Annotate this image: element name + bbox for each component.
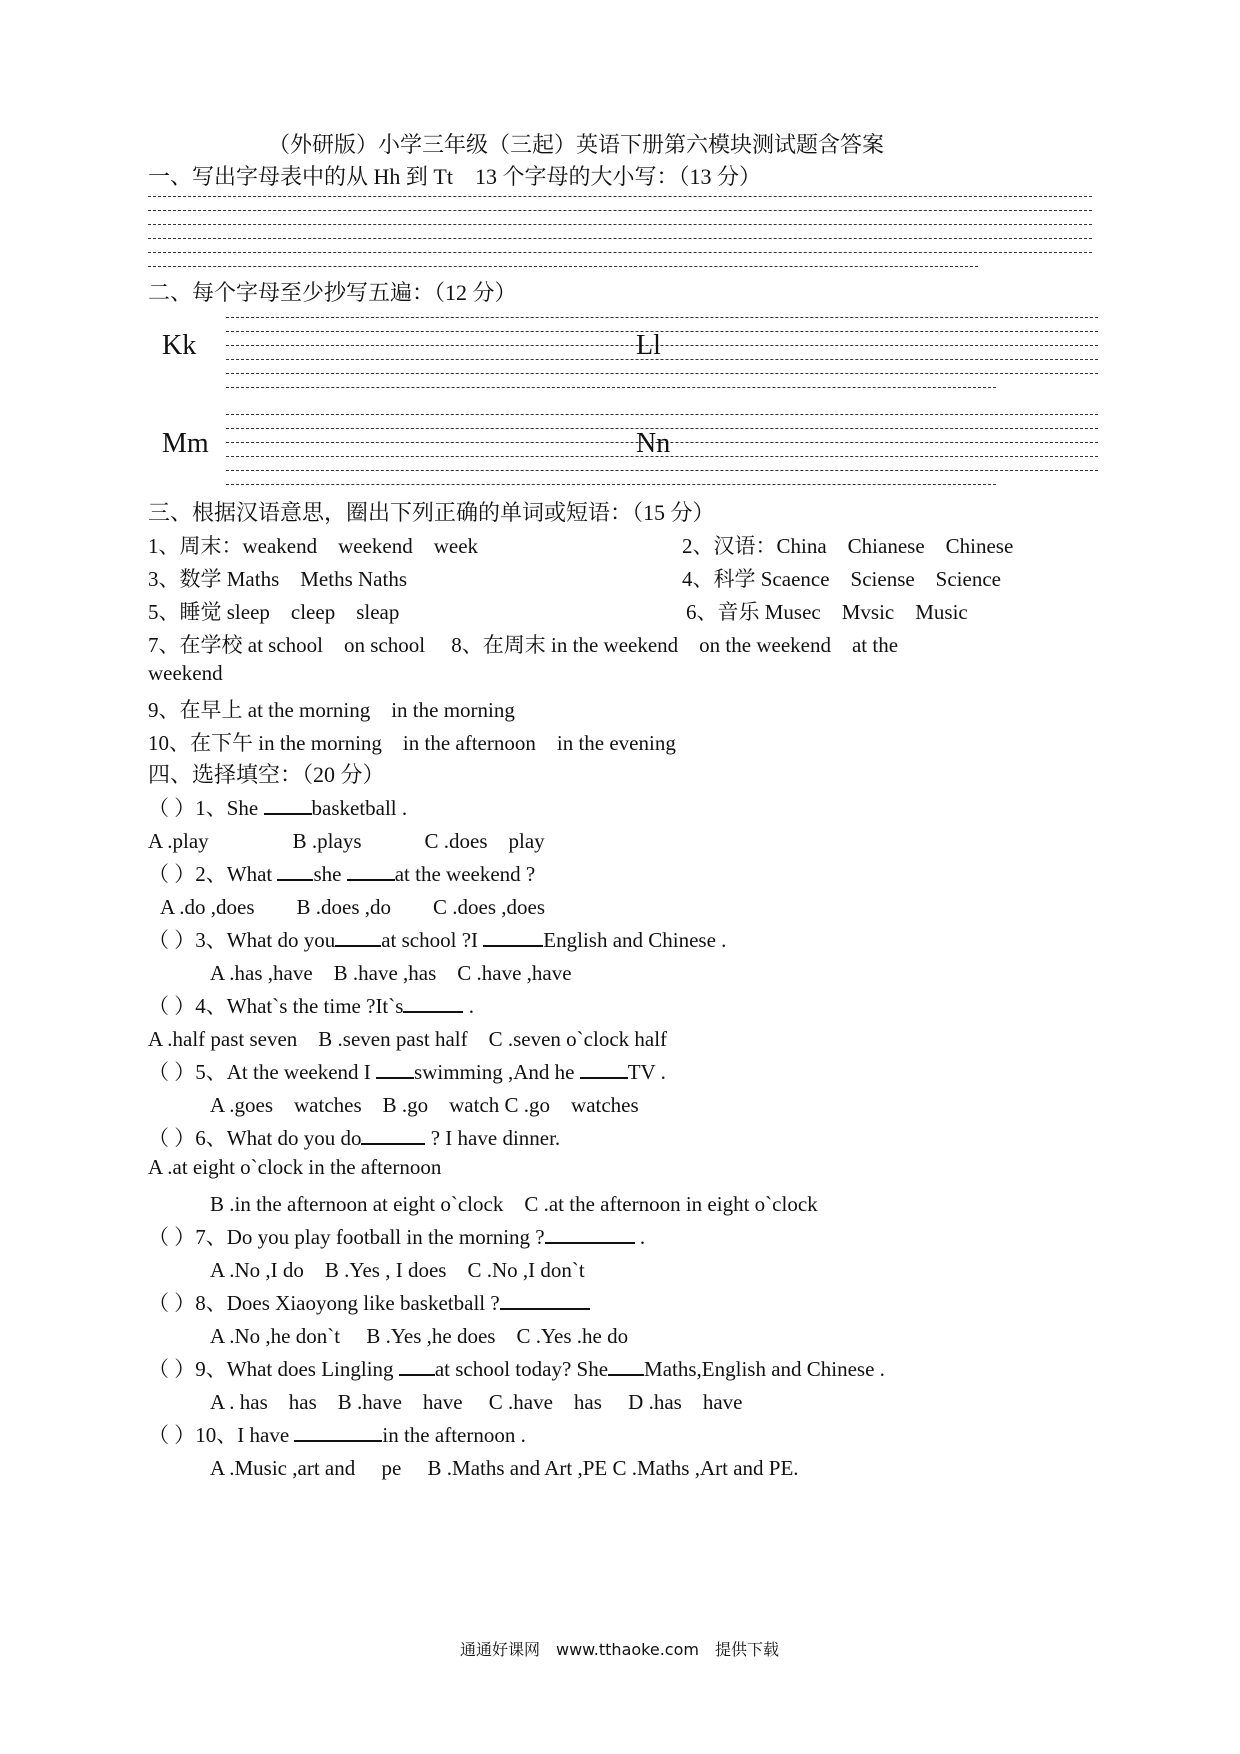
s3-question-8-cont: weekend xyxy=(148,661,223,685)
dashed-line xyxy=(148,266,978,267)
s4-q6-text-end: ? I have dinner. xyxy=(425,1126,561,1150)
s4-q2-text-end: at the weekend ? xyxy=(394,862,536,886)
dashed-line xyxy=(148,196,1092,197)
answer-blank[interactable] xyxy=(580,1059,628,1079)
answer-blank[interactable] xyxy=(500,1290,590,1310)
answer-blank[interactable] xyxy=(403,993,463,1013)
s4-question-7 xyxy=(148,1221,645,1251)
s3-question-1: 1、周末：weakend weekend week xyxy=(148,534,479,558)
s4-q7-text: （ ）7、Do you play football in the morning ? xyxy=(148,1225,545,1249)
s4-q8-text: （ ）8、Does Xiaoyong like basketball ? xyxy=(148,1291,500,1315)
s4-q7-text-end: . xyxy=(634,1225,646,1249)
s4-q3-text-end: English and Chinese . xyxy=(543,928,727,952)
s4-q10-text-end: in the afternoon . xyxy=(382,1423,526,1447)
answer-blank[interactable] xyxy=(335,927,381,947)
section2-heading: 二、每个字母至少抄写五遍：（12 分） xyxy=(148,280,517,305)
answer-blank[interactable] xyxy=(347,861,395,881)
s4-q3-text-mid: at school ?I xyxy=(381,928,484,952)
section3-heading: 三、根据汉语意思，圈出下列正确的单词或短语：（15 分） xyxy=(148,500,715,525)
s4-q1-text-end: basketball . xyxy=(311,796,408,820)
answer-blank[interactable] xyxy=(376,1059,414,1079)
answer-blank[interactable] xyxy=(264,795,312,815)
s4-q6-options-bc: B .in the afternoon at eight o`clock C .at the afternoon in eight o`clock xyxy=(210,1192,818,1216)
s4-q5-text-end: TV . xyxy=(627,1060,666,1084)
s4-q3-options: A .has ,have B .have ,has C .have ,have xyxy=(210,961,572,985)
s4-question-10 xyxy=(148,1419,526,1449)
answer-blank[interactable] xyxy=(361,1125,425,1145)
s3-question-7-8: 7、在学校 at school on school 8、在周末 in the weekend on the weekend at the xyxy=(148,633,899,657)
s4-q2-options: A .do ,does B .does ,do C .does ,does xyxy=(160,895,545,919)
dashed-line xyxy=(226,359,1098,360)
s4-q9-text: （ ）9、What does Lingling xyxy=(148,1357,399,1381)
dashed-line xyxy=(148,224,1092,225)
s3-question-5: 5、睡觉 sleep cleep sleap xyxy=(148,600,400,624)
s4-q10-text: （ ）10、I have xyxy=(148,1423,295,1447)
dashed-line xyxy=(226,373,1098,374)
s4-q2-text-mid: she xyxy=(313,862,347,886)
s3-question-3: 3、数学 Maths Meths Naths xyxy=(148,567,407,591)
section1-heading: 一、写出字母表中的从 Hh 到 Tt 13 个字母的大小写：（13 分） xyxy=(148,164,761,189)
dashed-line xyxy=(148,238,1092,239)
letter-Ll: Ll xyxy=(636,330,661,361)
s4-q3-text: （ ）3、What do you xyxy=(148,928,336,952)
s4-question-8 xyxy=(148,1287,590,1317)
answer-blank[interactable] xyxy=(294,1422,382,1442)
s3-question-2: 2、汉语：China Chianese Chinese xyxy=(682,534,1014,558)
s4-q1-text: （ ）1、She xyxy=(148,796,264,820)
s4-question-3 xyxy=(148,924,726,954)
s4-question-1 xyxy=(148,792,407,822)
s4-q10-options: A .Music ,art and pe B .Maths and Art ,PE C .Maths ,Art and PE. xyxy=(210,1456,799,1480)
s4-question-9 xyxy=(148,1353,885,1383)
dashed-line xyxy=(226,484,996,485)
dashed-line xyxy=(226,331,1098,332)
s4-q5-text-mid: swimming ,And he xyxy=(414,1060,580,1084)
dashed-line xyxy=(226,387,996,388)
s4-q8-options: A .No ,he don`t B .Yes ,he does C .Yes .he do xyxy=(210,1324,629,1348)
s4-q9-text-end: Maths,English and Chinese . xyxy=(644,1357,885,1381)
dashed-line xyxy=(148,252,1092,253)
s3-question-9: 9、在早上 at the morning in the morning xyxy=(148,698,515,722)
dashed-line xyxy=(226,345,1098,346)
s4-q4-text-end: . xyxy=(463,994,474,1018)
section4-heading: 四、选择填空：（20 分） xyxy=(148,762,385,787)
s4-q5-options: A .goes watches B .go watch C .go watches xyxy=(210,1093,639,1117)
s4-question-5 xyxy=(148,1056,666,1086)
s4-q1-options: A .play B .plays C .does play xyxy=(148,829,545,853)
letter-Nn: Nn xyxy=(636,428,671,459)
answer-blank[interactable] xyxy=(483,927,543,947)
dashed-line xyxy=(148,210,1092,211)
dashed-line xyxy=(226,317,1098,318)
s4-question-6 xyxy=(148,1122,560,1152)
dashed-line xyxy=(226,470,1098,471)
s4-question-2 xyxy=(148,858,535,888)
s4-q4-options: A .half past seven B .seven past half C .seven o`clock half xyxy=(148,1027,668,1051)
document-title: （外研版）小学三年级（三起）英语下册第六模块测试题含答案 xyxy=(268,132,885,157)
s3-question-4: 4、科学 Scaence Sciense Science xyxy=(682,567,1001,591)
answer-blank[interactable] xyxy=(399,1356,435,1376)
page-footer: 通通好课网 www.tthaoke.com 提供下载 xyxy=(460,1640,779,1659)
s4-q5-text: （ ）5、At the weekend I xyxy=(148,1060,377,1084)
s4-q2-text: （ ）2、What xyxy=(148,862,278,886)
s4-question-4 xyxy=(148,990,474,1020)
s4-q4-text: （ ）4、What`s the time ?It`s xyxy=(148,994,404,1018)
s4-q7-options: A .No ,I do B .Yes , I does C .No ,I don`t xyxy=(210,1258,585,1282)
letter-Kk: Kk xyxy=(162,330,197,361)
s4-q9-text-mid: at school today? She xyxy=(434,1357,609,1381)
s3-question-6: 6、音乐 Musec Mvsic Music xyxy=(686,600,968,624)
letter-Mm: Mm xyxy=(162,428,209,459)
answer-blank[interactable] xyxy=(277,861,313,881)
s4-q9-options: A . has has B .have have C .have has D .has have xyxy=(210,1390,743,1414)
s3-question-10: 10、在下午 in the morning in the afternoon in the evening xyxy=(148,731,676,755)
dashed-line xyxy=(226,414,1098,415)
answer-blank[interactable] xyxy=(608,1356,644,1376)
s4-q6-text: （ ）6、What do you do xyxy=(148,1126,362,1150)
answer-blank[interactable] xyxy=(545,1224,635,1244)
s4-q6-option-a: A .at eight o`clock in the afternoon xyxy=(148,1155,442,1179)
